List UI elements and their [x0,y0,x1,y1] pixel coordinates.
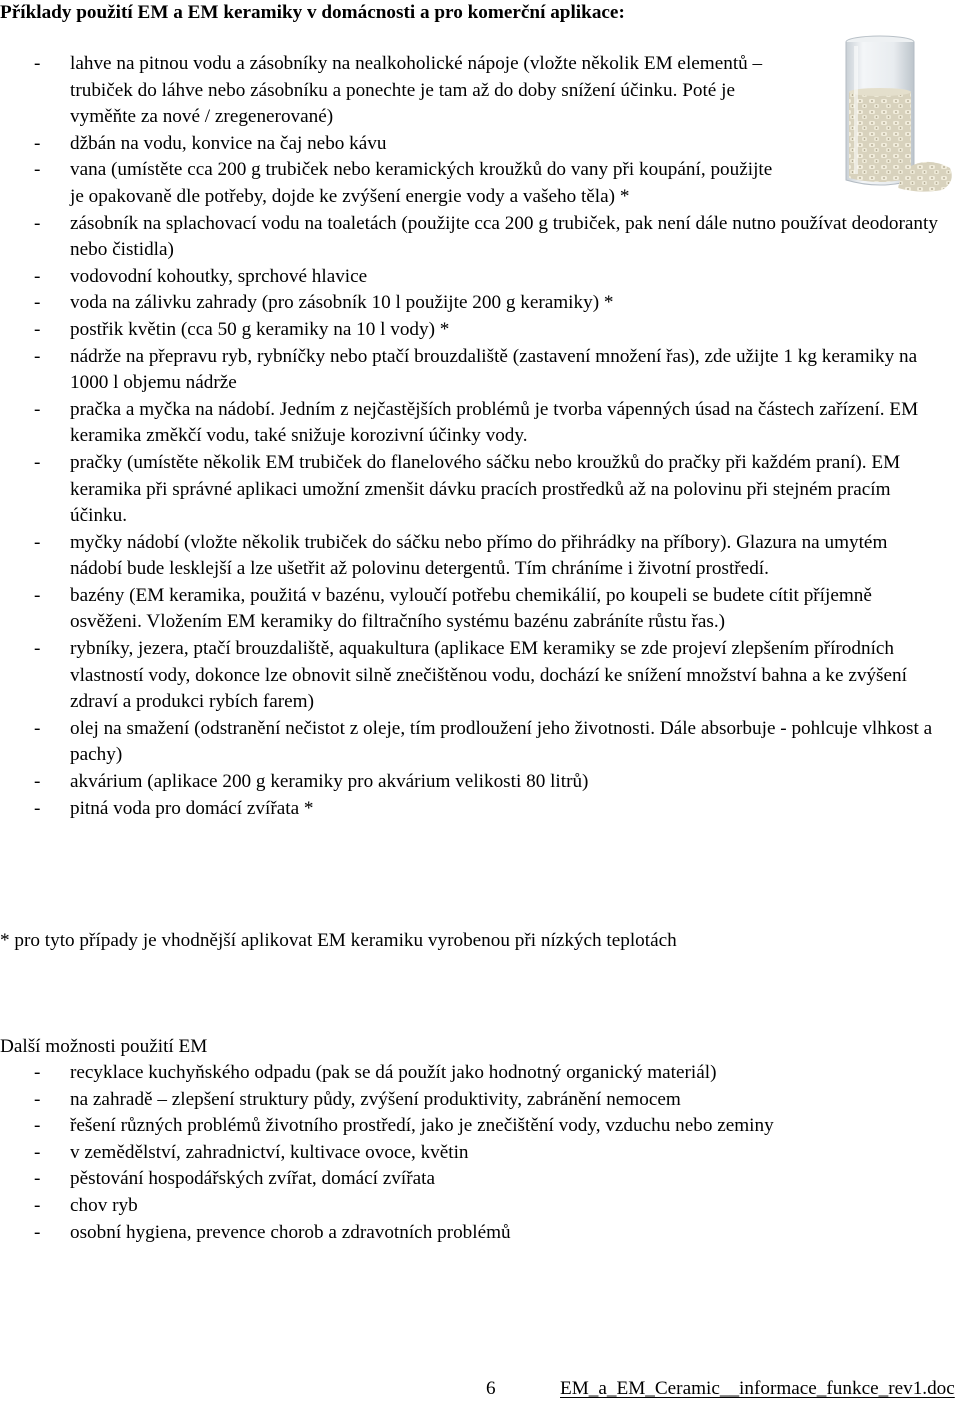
bullet-dash: - [34,531,41,553]
list-item [0,530,938,583]
list-item [0,1193,930,1220]
list-item [0,344,938,397]
list-item-text: postřik květin (cca 50 g keramiky na 10 l vody) * [70,318,450,340]
page-footer [0,1376,960,1400]
list-item [0,51,775,131]
list-item-text: zásobník na splachovací vodu na toaletách (použijte cca 200 g trubiček, pak není dále nutno používat deodoranty nebo čistidla) [70,212,938,261]
list-item-text: na zahradě – zlepšení struktury půdy, zvýšení produktivity, zabránění nemocem [70,1088,681,1110]
bullet-dash: - [34,771,41,793]
list-item-text: pěstování hospodářských zvířat, domácí zvířata [70,1168,435,1190]
bullet-dash: - [34,1168,41,1190]
list-item [0,1166,930,1193]
bullet-dash: - [34,1194,41,1216]
bullet-dash: - [34,53,41,74]
bullet-dash: - [34,1062,41,1083]
list-item-text: pračky (umístěte několik EM trubiček do flanelového sáčku nebo kroužků do pračky při každém praní). EM keramika při správné aplikaci umožní zmenšit dávku pracích prostředků až na polovinu při stejném pracím účinku. [70,451,901,527]
list-item [0,211,938,264]
list-item-text: vodovodní kohoutky, sprchové hlavice [70,265,368,287]
bullet-dash: - [34,318,41,340]
list-item-text: nádrže na přepravu ryb, rybníčky nebo ptačí brouzdaliště (zastavení množení řas), zde užijte 1 kg keramiky na 1000 l objemu nádrže [70,345,918,394]
list-item [0,397,938,450]
page-title: Příklady použití EM a EM keramiky v domácnosti a pro komerční aplikace: [0,2,625,23]
bullet-dash: - [34,1141,41,1163]
list-item [0,1140,930,1167]
bullet-dash: - [34,1088,41,1110]
bullet-dash: - [34,638,41,660]
list-item-text: bazény (EM keramika, použitá v bazénu, vyloučí potřebu chemikálií, po koupeli se budete cítit příjemně osvěženi. Vložením EM keramiky do filtračního systému bazénu zabráníte růstu řas.) [70,584,872,633]
list-item-text: akvárium (aplikace 200 g keramiky pro akvárium velikosti 80 litrů) [70,771,589,793]
footnote: * pro tyto případy je vhodnější aplikovat EM keramiku vyrobenou při nízkých teplotách [0,930,677,951]
list-item-text: pitná voda pro domácí zvířata * [70,797,314,819]
list-item [0,264,938,291]
list-item-text: v zemědělství, zahradnictví, kultivace ovoce, květin [70,1141,469,1163]
list-item-text: voda na zálivku zahrady (pro zásobník 10 l použijte 200 g keramiky) * [70,292,614,314]
list-item [0,450,938,530]
bullet-dash: - [34,584,41,606]
list-item [0,796,938,823]
list-item-text: vana (umístěte cca 200 g trubiček nebo keramických kroužků do vany při koupání, použijte je opakovaně dle potřeby, dojde ke zvýšení energie vody a vašeho těla) * [70,159,773,207]
bullet-dash: - [34,345,41,367]
list-item [0,1060,930,1087]
list-item-text: pračka a myčka na nádobí. Jedním z nejčastějších problémů je tvorba vápenných úsad na částech zařízení. EM keramika změkčí vodu, také snižuje korozivní účinky vody. [70,398,919,447]
bullet-dash: - [34,717,41,739]
list-item [0,636,938,716]
list-item [0,131,775,158]
list-item-text: recyklace kuchyňského odpadu (pak se dá použít jako hodnotný organický materiál) [70,1062,717,1083]
bullet-dash: - [34,1221,41,1243]
bullet-dash: - [34,292,41,314]
bullet-dash: - [34,159,41,181]
section-heading: Další možnosti použití EM [0,1036,208,1057]
list-item-text: osobní hygiena, prevence chorob a zdravotních problémů [70,1221,511,1243]
list-item [0,716,938,769]
bullet-dash: - [34,265,41,287]
list-item [0,1113,930,1140]
bullet-dash: - [34,398,41,420]
list-item-text: rybníky, jezera, ptačí brouzdaliště, aquakultura (aplikace EM keramiky se zde projeví zlepšením přírodních vlastností vody, dokonce lze obnovit silně znečištěnou vodu, dochází ke snížení množství bahna a ke zvýšení zdraví a produkci rybích farem) [70,638,907,713]
bullet-dash: - [34,1115,41,1137]
list-item-text: džbán na vodu, konvice na čaj nebo kávu [70,132,387,154]
bullet-dash: - [34,132,41,154]
page-number: 6 [486,1378,496,1399]
list-item [0,769,938,796]
list-item-text: chov ryb [70,1194,138,1216]
document-filename: EM_a_EM_Ceramic__informace_funkce_rev1.doc [560,1378,955,1399]
list-item-text: řešení různých problémů životního prostředí, jako je znečištění vody, vzduchu nebo zeminy [70,1115,774,1137]
list-item-text: olej na smažení (odstranění nečistot z oleje, tím prodloužení jeho životnosti. Dále absorbuje - pohlcuje vlhkost a pachy) [70,717,933,766]
list-item-text: myčky nádobí (vložte několik trubiček do sáčku nebo přímo do přihrádky na příbory). Glazura na umytém nádobí bude lesklejší a lze ušetřit až polovinu detergentů. Tím chráníme i životní prostředí. [70,531,888,580]
list-item [0,317,938,344]
list-item [0,583,938,636]
list-item [0,157,775,210]
list-item [0,1220,930,1247]
list-item [0,290,938,317]
bullet-dash: - [34,451,41,473]
bullet-dash: - [34,212,41,234]
uses-list [0,51,960,822]
list-item [0,1087,930,1114]
list-item-text: lahve na pitnou vodu a zásobníky na nealkoholické nápoje (vložte několik EM elementů – trubiček do láhve nebo zásobníku a ponechte je tam až do doby snížení účinku. Poté je vyměňte za nové / zregenerované) [70,53,763,128]
other-uses-list [0,1060,960,1246]
bullet-dash: - [34,797,41,819]
